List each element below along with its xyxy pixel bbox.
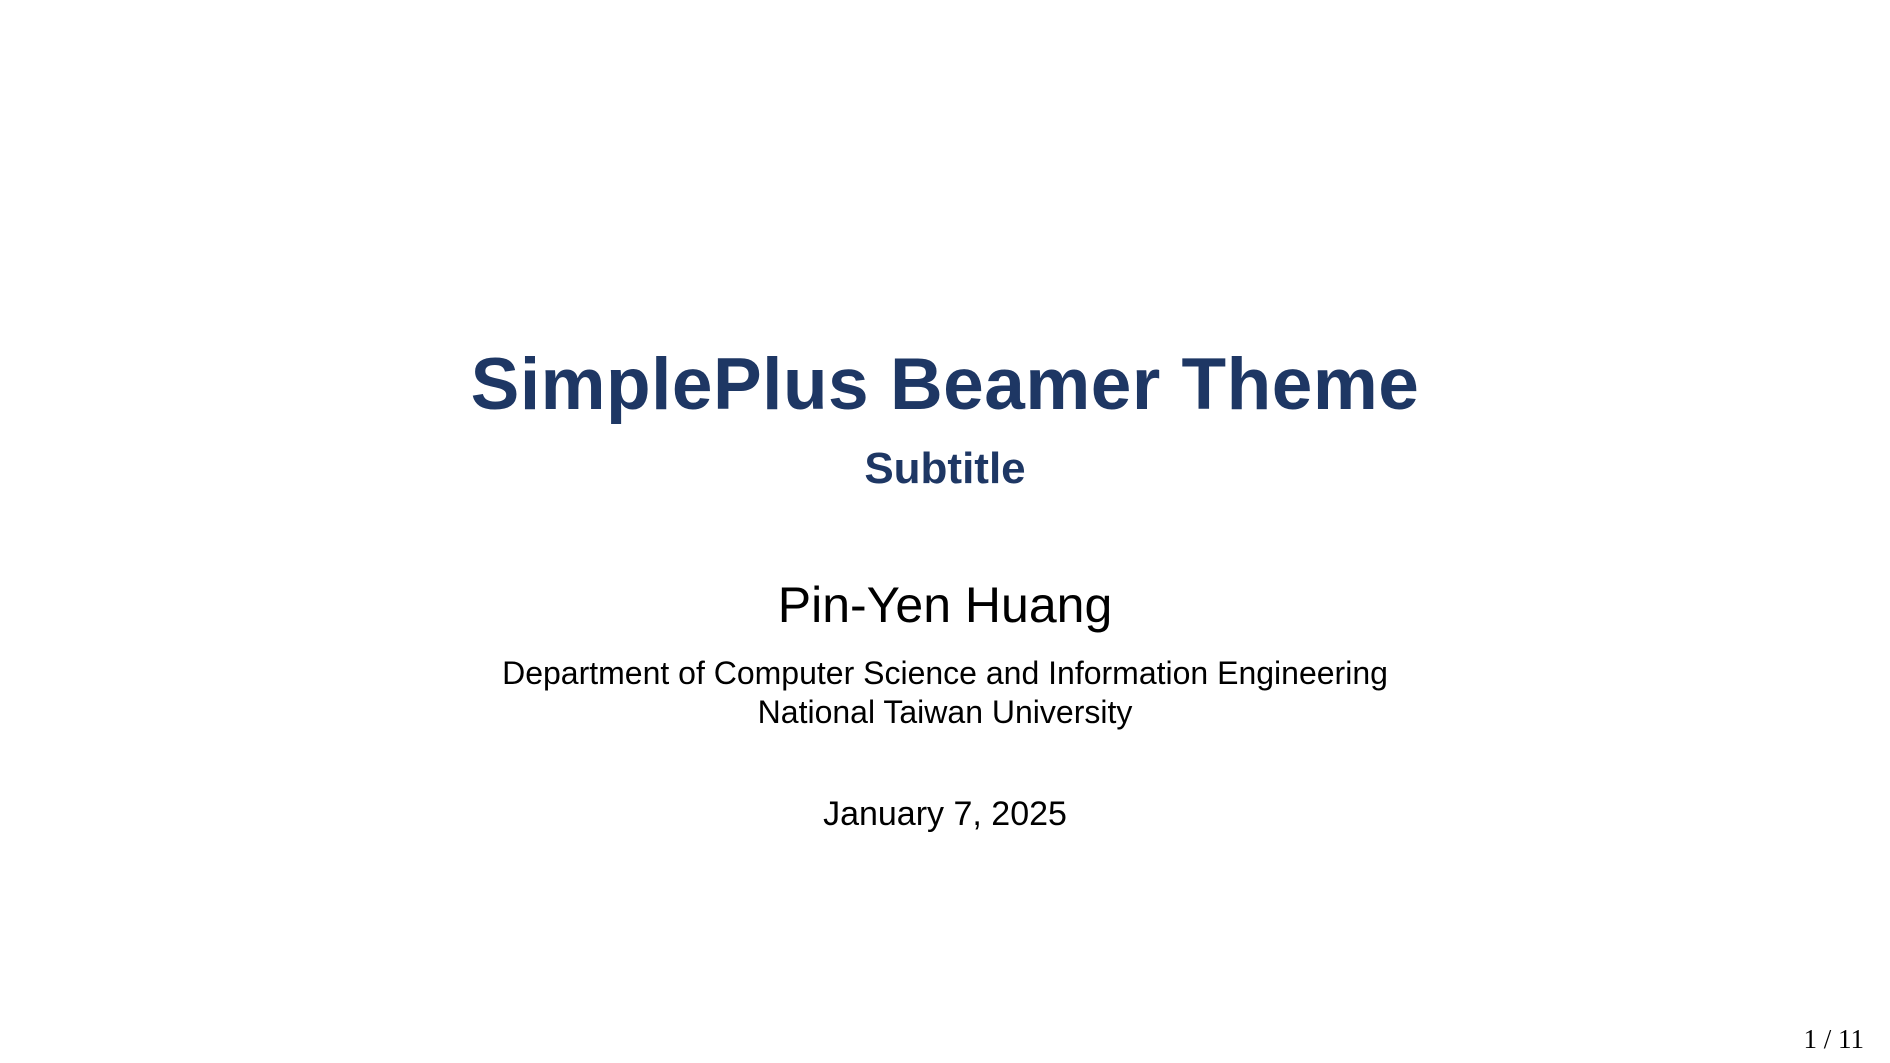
presentation-title: SimplePlus Beamer Theme <box>470 344 1420 425</box>
presentation-date: January 7, 2025 <box>823 795 1067 833</box>
institute-department-line: Department of Computer Science and Information Engineering <box>502 655 1388 691</box>
institute-university-line: National Taiwan University <box>757 694 1133 731</box>
author-name: Pin-Yen Huang <box>777 577 1113 633</box>
institute-block <box>0 654 1890 732</box>
presentation-subtitle: Subtitle <box>864 444 1026 493</box>
frame-number: 1 / 11 <box>1803 1024 1864 1054</box>
